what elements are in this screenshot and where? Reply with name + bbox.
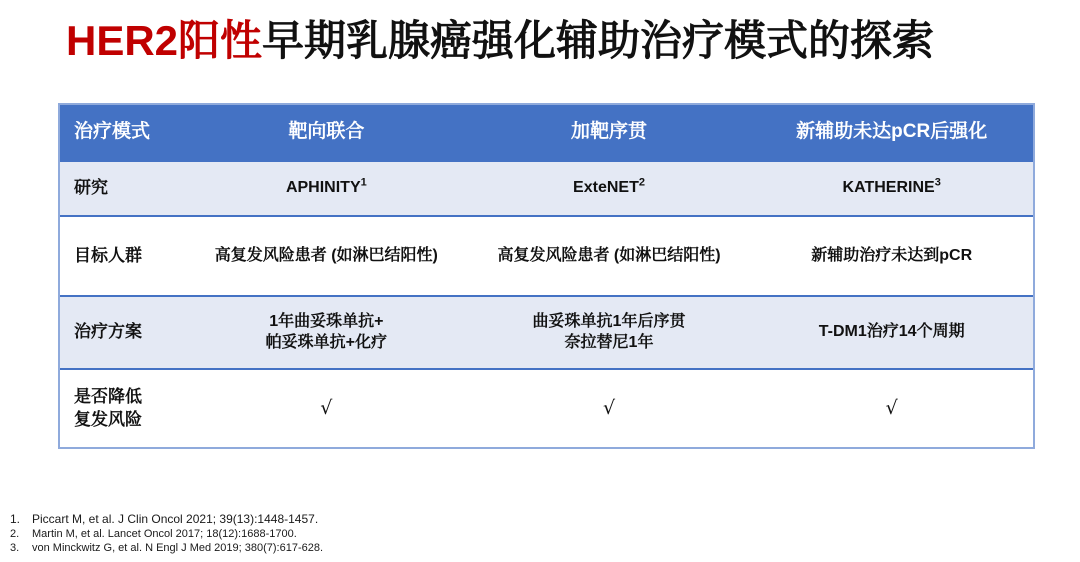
footnote-number: 3. [10, 542, 20, 554]
regimen-line: 奈拉替尼1年 [564, 333, 654, 351]
table-row-regimen [60, 295, 1033, 368]
citation-superscript: 3 [934, 176, 941, 189]
header-targeted-combination: 靶向联合 [288, 121, 365, 143]
footnote-text: von Minckwitz G, et al. N Engl J Med 2019; 380(7):617-628. [32, 542, 324, 554]
study-cell-katherine [750, 162, 1033, 215]
population-cell-1: 高复发风险患者 (如淋巴结阳性) [214, 246, 438, 264]
row-label-study: 研究 [74, 178, 108, 198]
row-label-population: 目标人群 [74, 245, 142, 265]
footnote-number: 1. [10, 512, 21, 526]
risk-cell-1 [185, 370, 468, 447]
table-header-row [60, 105, 1033, 160]
checkmark: √ [320, 397, 333, 420]
checkmark: √ [602, 397, 616, 420]
citation-superscript: 2 [638, 176, 645, 189]
footnote-1 [10, 512, 323, 527]
regimen-line: 1年曲妥珠单抗+ [269, 312, 384, 330]
regimen-cell-1 [185, 297, 468, 368]
footnote-2 [10, 527, 323, 542]
slide-title-highlight: HER2阳性 [66, 17, 263, 64]
slide-title [66, 8, 934, 68]
footnote-text: Martin M, et al. Lancet Oncol 2017; 18(12):1688-1700. [32, 527, 297, 540]
regimen-cell-3 [750, 297, 1033, 368]
row-label-risk [60, 370, 185, 447]
footnote-number: 2. [10, 527, 20, 540]
study-name: KATHERINE$^3$ [842, 176, 941, 197]
study-cell-aphinity [185, 162, 468, 215]
checkmark: √ [885, 397, 898, 420]
risk-cell-2 [468, 370, 751, 447]
regimen-line: 帕妥珠单抗+化疗 [265, 333, 388, 351]
table-row-population [60, 215, 1033, 295]
table-row-study [60, 160, 1033, 215]
study-name: ExteNET$^2$ [573, 176, 645, 197]
row-label-regimen: 治疗方案 [74, 322, 142, 342]
regimen-cell-2 [468, 297, 751, 368]
population-cell-3: 新辅助治疗未达到pCR [811, 246, 973, 264]
risk-cell-3 [750, 370, 1033, 447]
footnotes [10, 512, 323, 556]
footnote-3 [10, 541, 323, 556]
risk-label-line: 复发风险 [74, 409, 142, 429]
header-treatment-mode: 治疗模式 [74, 121, 151, 143]
header-sequential-targeting: 加靶序贯 [571, 121, 648, 143]
risk-label-line: 是否降低 [74, 387, 142, 407]
footnote-text: Piccart M, et al. J Clin Oncol 2021; 39(13):1448-1457. [32, 512, 319, 526]
regimen-line: 曲妥珠单抗1年后序贯 [532, 312, 686, 330]
citation-superscript: 1 [360, 176, 367, 189]
table-row-risk [60, 368, 1033, 447]
regimen-line: T-DM1治疗14个周期 [818, 323, 965, 341]
header-post-neoadjuvant-escalation: 新辅助未达pCR后强化 [796, 121, 988, 143]
slide-title-rest: 早期乳腺癌强化辅助治疗模式的探索 [262, 17, 935, 64]
study-cell-extenet [468, 162, 751, 215]
population-cell-2: 高复发风险患者 (如淋巴结阳性) [497, 246, 721, 264]
treatment-table [58, 103, 1035, 449]
study-name: APHINITY$^1$ [285, 176, 367, 197]
